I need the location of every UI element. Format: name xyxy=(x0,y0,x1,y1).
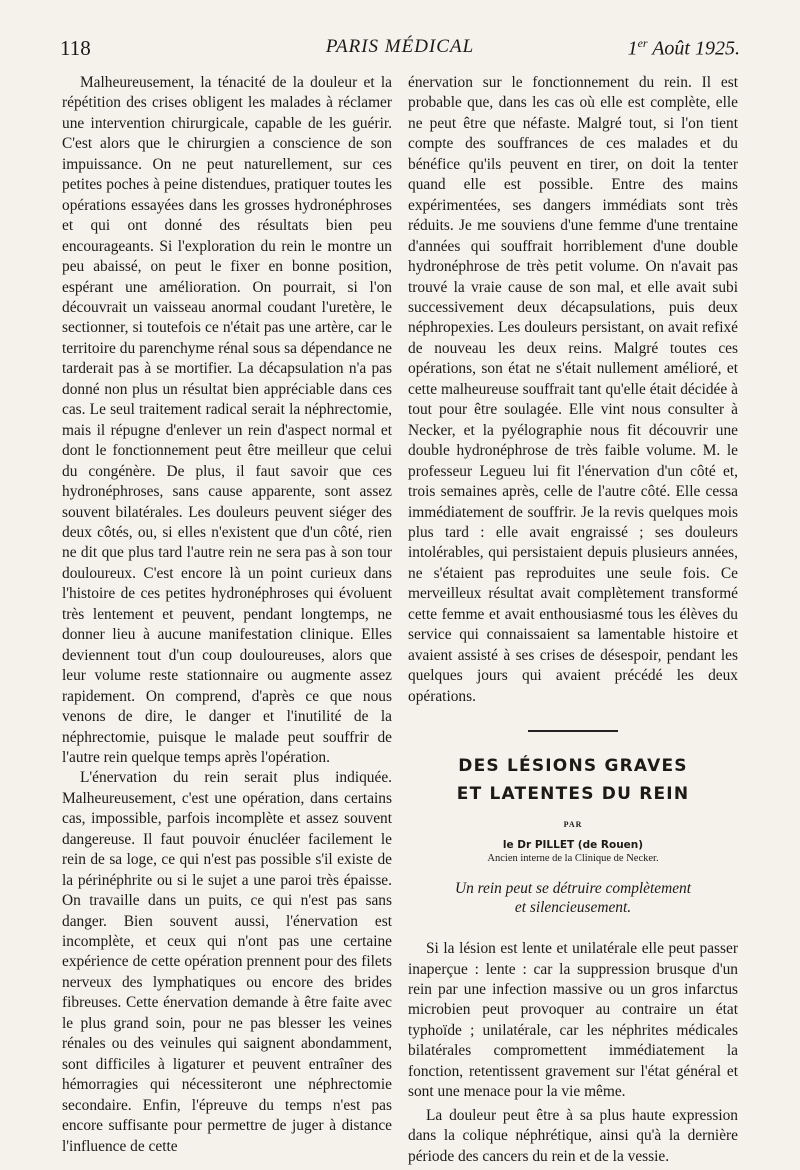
journal-title: PARIS MÉDICAL xyxy=(325,36,475,57)
article-subtitle xyxy=(408,879,738,917)
right-continuation-paragraph: énervation sur le fonctionnement du rein. Il est probable que, dans les cas où elle est complète, elle ne peut être que néfaste. Malgré tout, si l'on tient compte des souffrances de ces malades et du bénéfice qu'ils peuvent en tirer, on doit la tenter quand elle est possible. Entre des mains expérimentées, ses dangers immédiats sont très réduits. Je me souviens d'une femme d'une trentaine d'années qui souffrait horriblement d'une double hydronéphrose de très petit volume. On n'avait pas trouvé la vraie cause de son mal, et elle avait subi successivement deux décapsulations, puis deux néphropexies. Les douleurs persistant, on avait refixé de nouveau les deux reins. Malgré toutes ces opérations, son état ne s'était nullement amélioré, et cette malheureuse souffrait tant qu'elle était décidée à tout pour être soulagée. Elle vint nous consulter à Necker, et la pyélographie nous fit découvrir une double hydronéphrose de très faible volume. M. le professeur Legueu lui fit l'énervation d'un côté et, trois semaines après, celle de l'autre côté. Elle cessa immédiatement de souffrir. Je la revis quelques mois plus tard : elle avait engraissé ; ses douleurs intolérables, qui persistaient depuis plusieurs années, ne s'étaient pas reproduites une seule fois. Ce merveilleux résultat avait complètement transformé cette femme et avait enthousiasmé tous les élèves du service qui connaissaient sa lamentable histoire et avaient assisté à ses crises de désespoir, pendant les quelques jours qui avaient précédé les deux opérations. xyxy=(408,74,738,705)
article-title xyxy=(408,752,738,808)
article-title-line-1: DES LÉSIONS GRAVES xyxy=(458,756,688,777)
byline-par: PAR xyxy=(563,820,583,830)
issue-date-rest: Août 1925. xyxy=(652,37,740,60)
left-paragraph-2: L'énervation du rein serait plus indiquée. Malheureusement, c'est une opération, dans certains cas, impossible, parfois incomplète et assez souvent dangereuse. Il faut pouvoir énucléer facilement le rein de sa loge, ce qui n'est pas possible s'il existe de la périnéphrite ou si le sujet a une paroi très épaisse. On travaille dans un puits, ce qui n'est pas sans danger. Bien souvent aussi, l'énervation est incomplète, et ceux qui n'ont pas une certaine expérience de cette opération prennent pour des filets nerveux des lymphatiques ou encore des brides fibreuses. Cette énervation demande à être faite avec le plus grand soin, pour ne pas blesser les veines rénales ou des veinules qui saignent abondamment, sont difficiles à ligaturer et peuvent entraîner des hémorragies qui nécessiteront une néphrectomie secondaire. Enfin, l'épreuve du temps n'est pas encore suffisante pour permettre de juger à distance l'influence de cette xyxy=(62,769,392,1155)
issue-date xyxy=(628,36,740,61)
page-number: 118 xyxy=(60,36,91,60)
article-body xyxy=(408,939,738,1167)
issue-date-day: 1 xyxy=(627,37,638,60)
running-header xyxy=(60,36,740,66)
article-subtitle-line-2: et silencieusement. xyxy=(514,899,632,917)
article-author: le Dr PILLET (de Rouen) xyxy=(502,839,644,852)
article-paragraph-1: Si la lésion est lente et unilatérale elle peut passer inaperçue : lente : car la suppression brusque d'un rein par une infection massive ou un gros infarctus microbien peut provoquer au contraire un état typhoïde ; unilatérale, car les néphrites médicales bilatérales compromettent immédiatement la fonction, retentissent gravement sur l'état général et sont une menace pour la vie même. xyxy=(408,940,738,1101)
article-subtitle-line-1: Un rein peut se détruire complètement xyxy=(454,880,692,898)
article-title-line-2: ET LATENTES DU REIN xyxy=(456,784,690,805)
section-divider xyxy=(528,730,618,732)
left-column xyxy=(62,73,392,1157)
article-paragraph-2: La douleur peut être à sa plus haute expression dans la colique néphrétique, ainsi qu'à la dernière période des cancers du rein et de la vessie. xyxy=(408,1106,738,1165)
right-column xyxy=(408,73,738,1170)
left-paragraph-1: Malheureusement, la ténacité de la douleur et la répétition des crises obligent les malades à réclamer une intervention chirurgicale, capable de les guérir. C'est alors que le chirurgien a conscience de son impuissance. On ne peut naturellement, sur ces petites poches à peine distendues, pratiquer toutes les opérations essayées dans les grosses hydronéphroses et qui ont donné des résultats bien peu encourageants. Si l'exploration du rein le montre un peu abaissé, on peut le fixer en bonne position, espérant une amélioration. On pourrait, si l'on découvrait un vaisseau anormal coudant l'uretère, le sectionner, si toutefois ce n'était pas une artère, car le territoire du parenchyme rénal sous sa dépendance ne tarderait pas à se mortifier. La décapsulation n'a pas donné non plus un résultat bien appréciable dans ces cas. Le seul traitement radical serait la néphrectomie, mais il répugne d'enlever un rein d'aspect normal et dont le fonctionnement peut être meilleur que celui du congénère. De plus, il faut savoir que ces hydronéphroses, sans cause apparente, sont assez souvent bilatérales. Les douleurs peuvent siéger des deux côtés, ou, si elles n'existent que d'un côté, rien ne dit que plus tard l'autre rein ne sera pas à son tour douloureux. C'est encore là un point curieux dans l'histoire de ces petites hydronéphroses qui évoluent très lentement et peuvent, pendant longtemps, ne donner lieu à aucune manifestation clinique. Elles deviennent tout d'un coup douloureuses, alors que leur volume reste stationnaire ou augmente assez rapidement. On comprend, d'après ce que nous venons de dire, le danger et l'inutilité de la néphrectomie, puisque le malade peut souffrir de l'autre rein quelque temps après l'opération. xyxy=(62,74,392,766)
issue-date-sup: er xyxy=(637,36,648,50)
author-affiliation: Ancien interne de la Clinique de Necker. xyxy=(487,853,659,865)
